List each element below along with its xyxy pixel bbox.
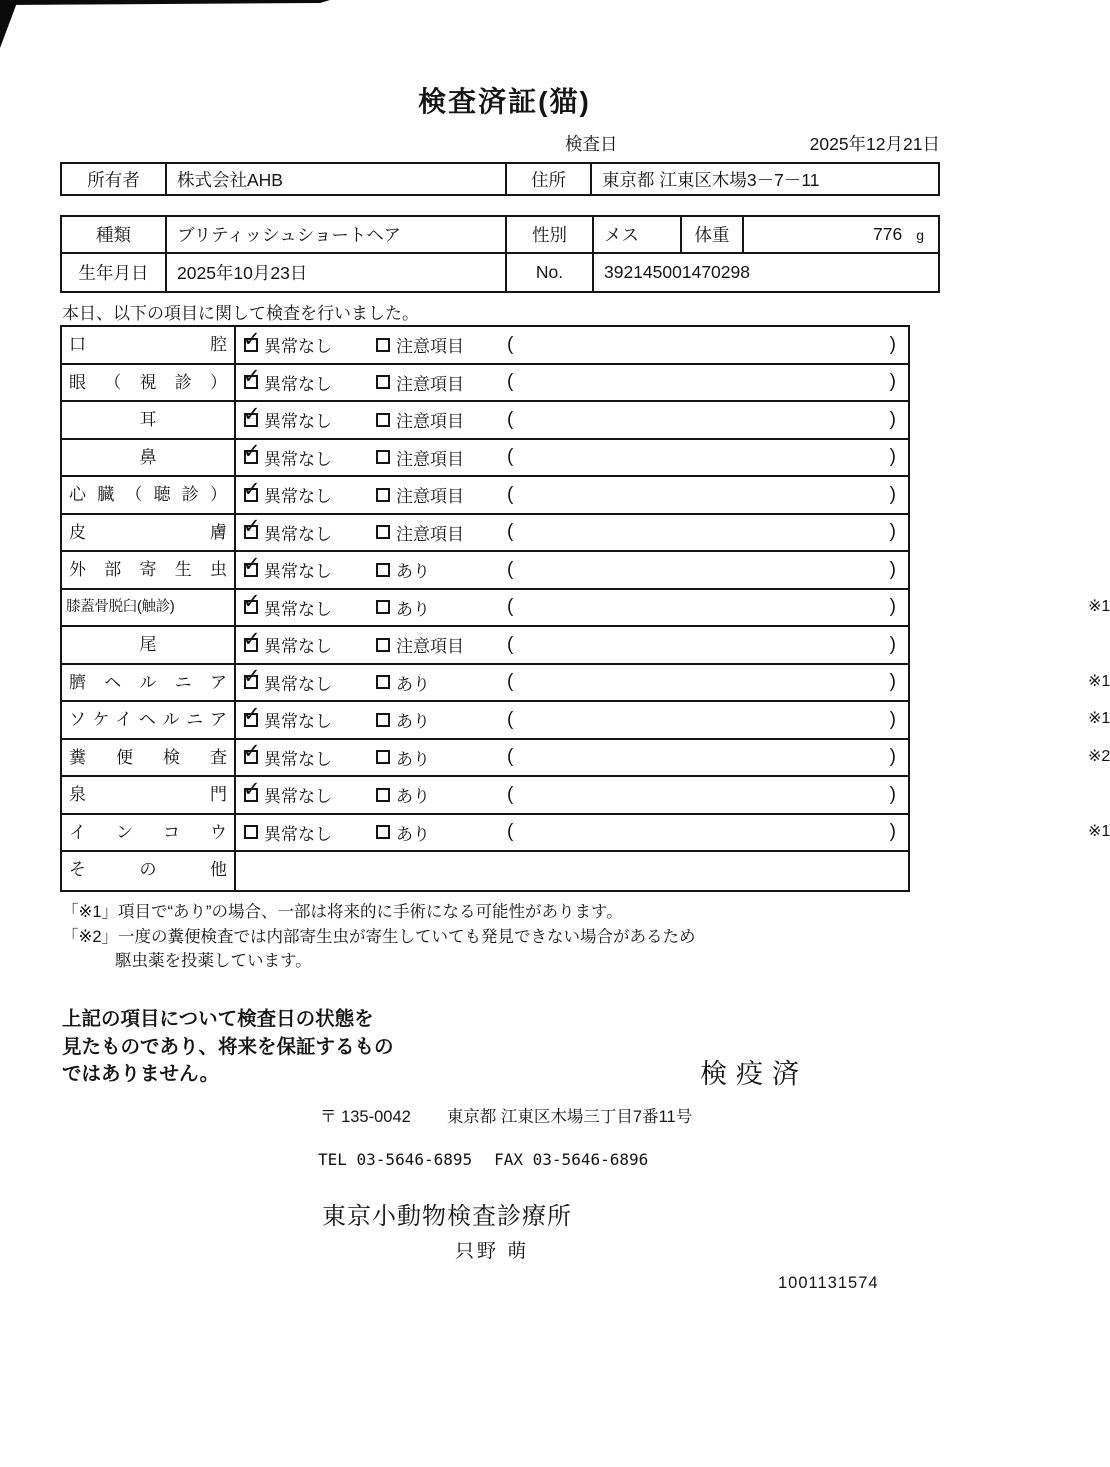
checkbox-box-icon (376, 450, 390, 464)
clinic-address-line (320, 1103, 692, 1127)
birthdate-label: 生年月日 (62, 254, 167, 291)
exam-row-label: 鼻 (62, 440, 236, 476)
paren-close: ) (889, 333, 896, 355)
paren-close: ) (889, 746, 896, 768)
paren-close: ) (889, 446, 896, 468)
check-mark-icon: ✓ (243, 740, 261, 764)
inspection-date-value: 2025年12月21日 (809, 134, 940, 154)
checkbox-label: 異常なし (264, 712, 332, 732)
checkbox-box-icon (376, 750, 390, 764)
checkbox-present[interactable] (376, 670, 526, 695)
checkbox-box-icon (376, 713, 390, 727)
footnotes (62, 900, 696, 974)
checkbox-no-abnormality[interactable] (243, 740, 376, 770)
row-footnote: ※1 (1088, 672, 1110, 690)
checkbox-attention[interactable] (376, 332, 526, 357)
checkbox-label: 異常なし (264, 824, 332, 844)
checkbox-label: 注意項目 (396, 449, 464, 469)
check-mark-icon: ✓ (243, 777, 261, 801)
clinic-postal-code: 〒 135-0042 (320, 1108, 411, 1126)
paren-close: ) (889, 483, 896, 505)
paren-close: ) (889, 408, 896, 430)
check-mark-icon: ✓ (243, 665, 261, 689)
checkbox-box-icon (376, 638, 390, 652)
exam-row (62, 852, 908, 890)
checkbox-label: 異常なし (264, 749, 332, 769)
microchip-no-label: No. (507, 254, 594, 291)
checkbox-box-icon (243, 777, 261, 802)
paren-close: ) (889, 558, 896, 580)
owner-address-label: 住所 (507, 164, 592, 194)
checkbox-box-icon (243, 477, 261, 502)
paren-open: ( (507, 371, 514, 393)
exam-row-label: 尾 (62, 627, 236, 663)
paren-close: ) (889, 371, 896, 393)
scan-artifact-corner (0, 0, 18, 48)
exam-row (62, 365, 908, 403)
exam-row-body (236, 402, 908, 438)
paren-close: ) (889, 671, 896, 693)
paren-open: ( (507, 671, 514, 693)
weight-number: 776 (873, 224, 903, 244)
exam-row-body (236, 852, 908, 890)
exam-row-label: 口腔 (62, 327, 236, 363)
checkbox-label: あり (396, 749, 430, 769)
clinic-contact-line (318, 1150, 648, 1169)
exam-row-label: ソケイヘルニア (62, 702, 236, 738)
check-mark-icon: ✓ (243, 590, 261, 614)
checkbox-box-icon (376, 525, 390, 539)
exam-row-body (236, 327, 908, 363)
checkbox-label: 異常なし (264, 337, 332, 357)
paren-open: ( (507, 708, 514, 730)
checkbox-no-abnormality[interactable] (243, 365, 376, 395)
check-mark-icon: ✓ (243, 627, 261, 651)
exam-row (62, 515, 908, 553)
checkbox-box-icon (243, 665, 261, 689)
disclaimer-line-3: ではありません。 (62, 1063, 220, 1085)
checkbox-label: 異常なし (264, 562, 332, 582)
checkbox-present[interactable] (376, 595, 526, 620)
check-mark-icon: ✓ (243, 702, 261, 726)
exam-row (62, 815, 1110, 853)
checkbox-box-icon (243, 515, 261, 539)
exam-row-body (236, 777, 908, 813)
checkbox-label: 異常なし (264, 674, 332, 694)
clinic-fax: FAX 03-5646-6896 (494, 1150, 649, 1169)
checkbox-present[interactable] (376, 782, 526, 807)
paren-open: ( (507, 746, 514, 768)
paren-close: ) (889, 708, 896, 730)
checkbox-label: 異常なし (264, 637, 332, 657)
checkbox-attention[interactable] (376, 482, 526, 507)
checkbox-label: 注意項目 (396, 337, 464, 357)
veterinarian-name: 只野 萌 (455, 1241, 530, 1262)
checkbox-box-icon (376, 338, 390, 352)
paren-close: ) (889, 596, 896, 618)
exam-row (62, 740, 1110, 778)
weight-unit: g (916, 226, 924, 243)
exam-row-label: 皮膚 (62, 515, 236, 551)
owner-address: 東京都 江東区木場3－7－11 (602, 169, 820, 190)
scan-artifact-edge (0, 0, 330, 5)
check-mark-icon: ✓ (243, 365, 261, 389)
quarantine-stamp: 検疫済 (700, 1059, 808, 1089)
exam-row-label: 耳 (62, 402, 236, 438)
checkbox-no-abnormality[interactable] (243, 440, 376, 470)
checkbox-box-icon (376, 413, 390, 427)
exam-row-body (236, 740, 1110, 776)
checkbox-box-icon (243, 440, 261, 464)
checkbox-attention[interactable] (376, 632, 526, 657)
checkbox-label: あり (396, 599, 430, 619)
paren-open: ( (507, 333, 514, 355)
checkbox-label: 注意項目 (396, 637, 464, 657)
checkbox-label: 異常なし (264, 374, 332, 394)
checkbox-no-abnormality[interactable] (243, 777, 376, 807)
exam-row (62, 665, 1110, 703)
checkbox-attention[interactable] (376, 370, 526, 395)
footnote-2-continued: 駆虫薬を投薬しています。 (115, 952, 312, 970)
exam-row-body (236, 440, 908, 476)
breed-value: ブリティッシュショートヘア (167, 217, 507, 252)
footnote-2: 「※2」一度の糞便検査では内部寄生虫が寄生していても発見できない場合があるため (62, 927, 696, 946)
exam-row-label: 眼（視診） (62, 365, 236, 401)
checkbox-label: 注意項目 (396, 524, 464, 544)
paren-open: ( (507, 633, 514, 655)
checkbox-no-abnormality[interactable] (244, 820, 376, 845)
checkbox-label: 注意項目 (396, 374, 464, 394)
exam-row-body (236, 365, 908, 401)
exam-row-body (236, 477, 908, 513)
checkbox-box-icon (243, 590, 261, 614)
exam-row (62, 627, 908, 665)
checkbox-label: あり (396, 562, 430, 582)
exam-row (62, 702, 1110, 740)
checkbox-label: あり (396, 712, 430, 732)
checkbox-box-icon (376, 600, 390, 614)
row-footnote: ※1 (1088, 822, 1110, 840)
checkbox-label: 異常なし (264, 787, 332, 807)
disclaimer-line-2: 見たものであり、将来を保証するもの (62, 1035, 394, 1058)
clinic-name: 東京小動物検査診療所 (322, 1203, 572, 1230)
checkbox-label: 注意項目 (396, 412, 464, 432)
checkbox-label: 異常なし (264, 412, 332, 432)
page-title: 検査済証(猫) (418, 86, 591, 117)
disclaimer-text (62, 1006, 394, 1089)
checkbox-label: あり (396, 824, 430, 844)
birthdate-value: 2025年10月23日 (167, 254, 507, 291)
checkbox-box-icon (243, 327, 261, 352)
paren-open: ( (507, 783, 514, 805)
checkbox-box-icon (376, 488, 390, 502)
exam-row (62, 477, 908, 515)
checkbox-no-abnormality[interactable] (243, 702, 376, 732)
exam-row-body (236, 815, 1110, 851)
check-mark-icon: ✓ (243, 402, 261, 426)
exam-row-label: 糞便検査 (62, 740, 236, 776)
sex-value: メス (594, 217, 682, 252)
exam-row-label: 膝蓋骨脱臼(触診) (62, 590, 236, 626)
exam-row-body (236, 590, 1110, 626)
exam-row-body (236, 515, 908, 551)
serial-number: 1001131574 (778, 1274, 879, 1292)
owner-table (60, 162, 940, 196)
row-footnote: ※1 (1088, 710, 1110, 727)
weight-label: 体重 (682, 217, 744, 252)
checkbox-box-icon (376, 675, 390, 689)
checkbox-label: 異常なし (264, 449, 332, 469)
checkbox-label: 異常なし (264, 599, 332, 619)
exam-row (62, 552, 908, 590)
exam-row (62, 777, 908, 815)
clinic-address: 東京都 江東区木場三丁目7番11号 (446, 1108, 693, 1126)
checkbox-label: 異常なし (264, 487, 332, 507)
exam-row-label: その他 (62, 852, 236, 890)
paren-open: ( (507, 596, 514, 618)
checkbox-no-abnormality[interactable] (243, 627, 376, 657)
exam-row-body (236, 627, 908, 663)
checkbox-no-abnormality[interactable] (243, 665, 376, 695)
exam-row-body (236, 665, 1110, 701)
checkbox-box-icon (243, 702, 261, 727)
check-mark-icon: ✓ (243, 440, 261, 464)
exam-table (60, 325, 1110, 892)
owner-label: 所有者 (62, 164, 167, 194)
paren-open: ( (507, 408, 514, 430)
disclaimer-line-1: 上記の項目について検査日の状態を (62, 1008, 374, 1030)
row-footnote: ※1 (1088, 597, 1110, 615)
checkbox-box-icon (376, 825, 390, 839)
checkbox-attention[interactable] (376, 520, 526, 545)
exam-row (62, 402, 908, 440)
paren-close: ) (889, 783, 896, 805)
paren-open: ( (507, 483, 514, 505)
checkbox-label: 異常なし (264, 524, 332, 544)
check-mark-icon: ✓ (243, 515, 261, 539)
exam-row-label: 泉門 (62, 777, 236, 813)
exam-row (62, 590, 1110, 628)
checkbox-no-abnormality[interactable] (243, 590, 376, 620)
checkbox-present[interactable] (376, 745, 526, 770)
checkbox-box-icon (243, 740, 261, 764)
paren-close: ) (889, 521, 896, 543)
paren-open: ( (507, 446, 514, 468)
inspection-date-label: 検査日 (565, 134, 618, 154)
exam-row-label: インコウ (62, 815, 236, 851)
exam-row-label: 臍ヘルニア (62, 665, 236, 701)
checkbox-box-icon (376, 563, 390, 577)
checkbox-box-icon (376, 375, 390, 389)
checkbox-no-abnormality[interactable] (243, 515, 376, 545)
checkbox-box-icon (243, 552, 261, 577)
checkbox-label: 注意項目 (396, 487, 464, 507)
footnote-1: 「※1」項目で“あり”の場合、一部は将来的に手術になる可能性があります。 (62, 903, 623, 921)
checkbox-present[interactable] (376, 557, 526, 582)
check-mark-icon: ✓ (243, 552, 261, 576)
checkbox-no-abnormality[interactable] (243, 552, 376, 582)
checkbox-box-icon (243, 402, 261, 427)
checkbox-label: あり (396, 787, 430, 807)
paren-open: ( (507, 558, 514, 580)
checkbox-no-abnormality[interactable] (243, 477, 376, 507)
paren-close: ) (889, 821, 896, 843)
animal-table (60, 215, 940, 293)
checkbox-box-icon (243, 627, 261, 652)
paren-open: ( (507, 521, 514, 543)
checkbox-present[interactable] (376, 707, 526, 732)
intro-text: 本日、以下の項目に関して検査を行いました。 (62, 304, 419, 323)
clinic-tel: TEL 03-5646-6895 (318, 1150, 473, 1169)
checkbox-attention[interactable] (376, 407, 526, 432)
exam-row-body (236, 552, 908, 588)
exam-row (62, 327, 908, 365)
exam-row (62, 440, 908, 478)
checkbox-no-abnormality[interactable] (243, 327, 376, 357)
exam-row-label: 心臓（聴診） (62, 477, 236, 513)
breed-label: 種類 (62, 217, 167, 252)
checkbox-present[interactable] (376, 820, 526, 845)
checkbox-label: あり (396, 674, 430, 694)
row-footnote: ※2 (1088, 747, 1110, 765)
exam-row-label: 外部寄生虫 (62, 552, 236, 588)
checkbox-box-icon (244, 825, 258, 839)
owner-name: 株式会社AHB (167, 164, 507, 194)
check-mark-icon: ✓ (243, 327, 261, 351)
check-mark-icon: ✓ (243, 477, 261, 501)
checkbox-box-icon (376, 788, 390, 802)
checkbox-no-abnormality[interactable] (243, 402, 376, 432)
paren-close: ) (889, 633, 896, 655)
exam-row-body (236, 702, 1110, 738)
paren-open: ( (507, 821, 514, 843)
checkbox-attention[interactable] (376, 445, 526, 470)
weight-value (744, 217, 938, 252)
sex-label: 性別 (507, 217, 594, 252)
checkbox-box-icon (243, 365, 261, 389)
microchip-no-value: 392145001470298 (604, 262, 750, 282)
